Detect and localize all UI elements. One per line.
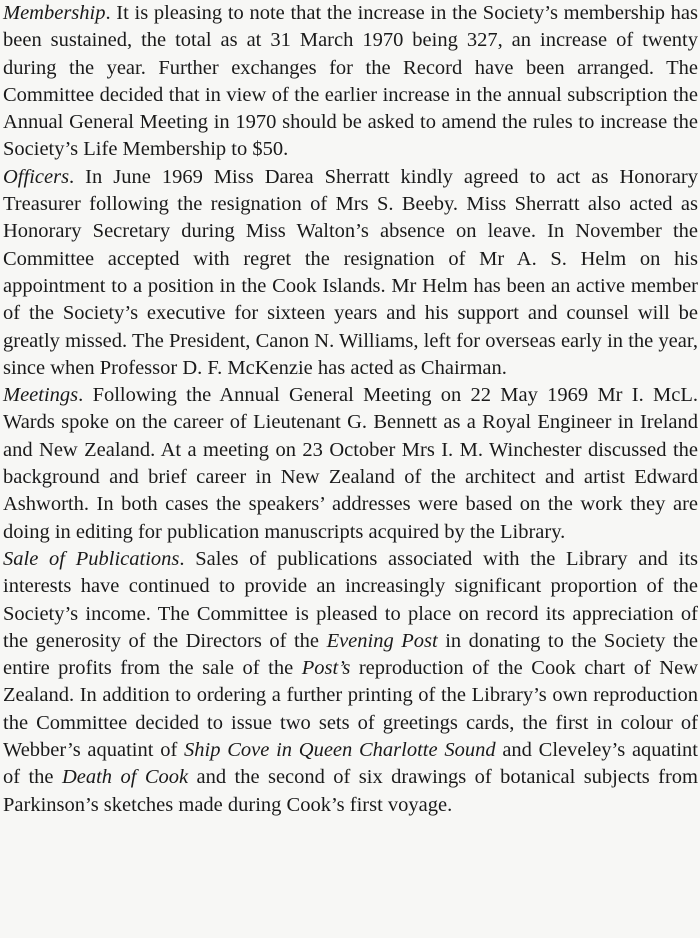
meetings-heading: Meetings [3, 384, 79, 407]
ship-cove-title: Ship Cove in Queen Charlotte Sound [184, 739, 496, 762]
meetings-paragraph [3, 382, 698, 546]
membership-heading: Membership [3, 2, 106, 24]
sale-body-part: and Cleveley’s aquatint of the [3, 739, 698, 789]
officers-paragraph [3, 164, 698, 382]
sale-of-publications-heading: Sale of Publications [3, 547, 180, 570]
sale-body-part: and the second of six drawings of botanical subjects from Parkinson’s sketches made during Cook’s first voyage. [3, 766, 699, 816]
membership-paragraph [3, 0, 698, 164]
sale-body-part: . Sales of publications associated with the Library and its interests have continued to provide an increasingly significant proportion of the Society’s income. The Committee is pleased to place on record its appreciation of the generosity of the Directors of the [3, 547, 698, 652]
death-of-cook-title: Death of Cook [61, 766, 189, 789]
evening-post-title: Evening Post [326, 629, 438, 652]
meetings-body: . Following the Annual General Meeting on 22 May 1969 Mr I. McL. Wards spoke on the career of Lieutenant G. Bennett as a Royal Engineer in Ireland and New Zealand. At a meeting on 23 October Mrs I. M. Winchester discussed the background and brief career in New Zealand of the architect and artist Edward Ashworth. In both cases the speakers’ addresses were based on the work they are doing in editing for publication manuscripts acquired by the Library. [3, 384, 698, 543]
membership-body: . It is pleasing to note that the increase in the Society’s membership has been sustained, the total as at 31 March 1970 being 327, an increase of twenty during the year. Further exchanges for the Record have been arranged. The Committee decided that in view of the earlier increase in the annual subscription the Annual General Meeting in 1970 should be asked to amend the rules to increase the Society’s Life Membership to $50. [3, 2, 698, 161]
sale-of-publications-paragraph [3, 546, 698, 819]
posts-title: Post’s [301, 657, 351, 680]
sale-body-part: reproduction of the Cook chart of New Zealand. In addition to ordering a further printing of the Library’s own reproduction the Committee decided to issue two sets of greetings cards, the first in colour of Webber’s aquatint of [3, 657, 699, 762]
officers-body: . In June 1969 Miss Darea Sherratt kindly agreed to act as Honorary Treasurer following the resignation of Mrs S. Beeby. Miss Sherratt also acted as Honorary Secretary during Miss Walton’s absence on leave. In November the Committee accepted with regret the resignation of Mr A. S. Helm on his appointment to a position in the Cook Islands. Mr Helm has been an active member of the Society’s executive for sixteen years and his support and counsel will be greatly missed. The President, Canon N. Williams, left for overseas early in the year, since when Professor D. F. McKenzie has acted as Chairman. [3, 165, 698, 379]
sale-body-part: in donating to the Society the entire profits from the sale of the [3, 629, 698, 680]
officers-heading: Officers [3, 165, 70, 188]
